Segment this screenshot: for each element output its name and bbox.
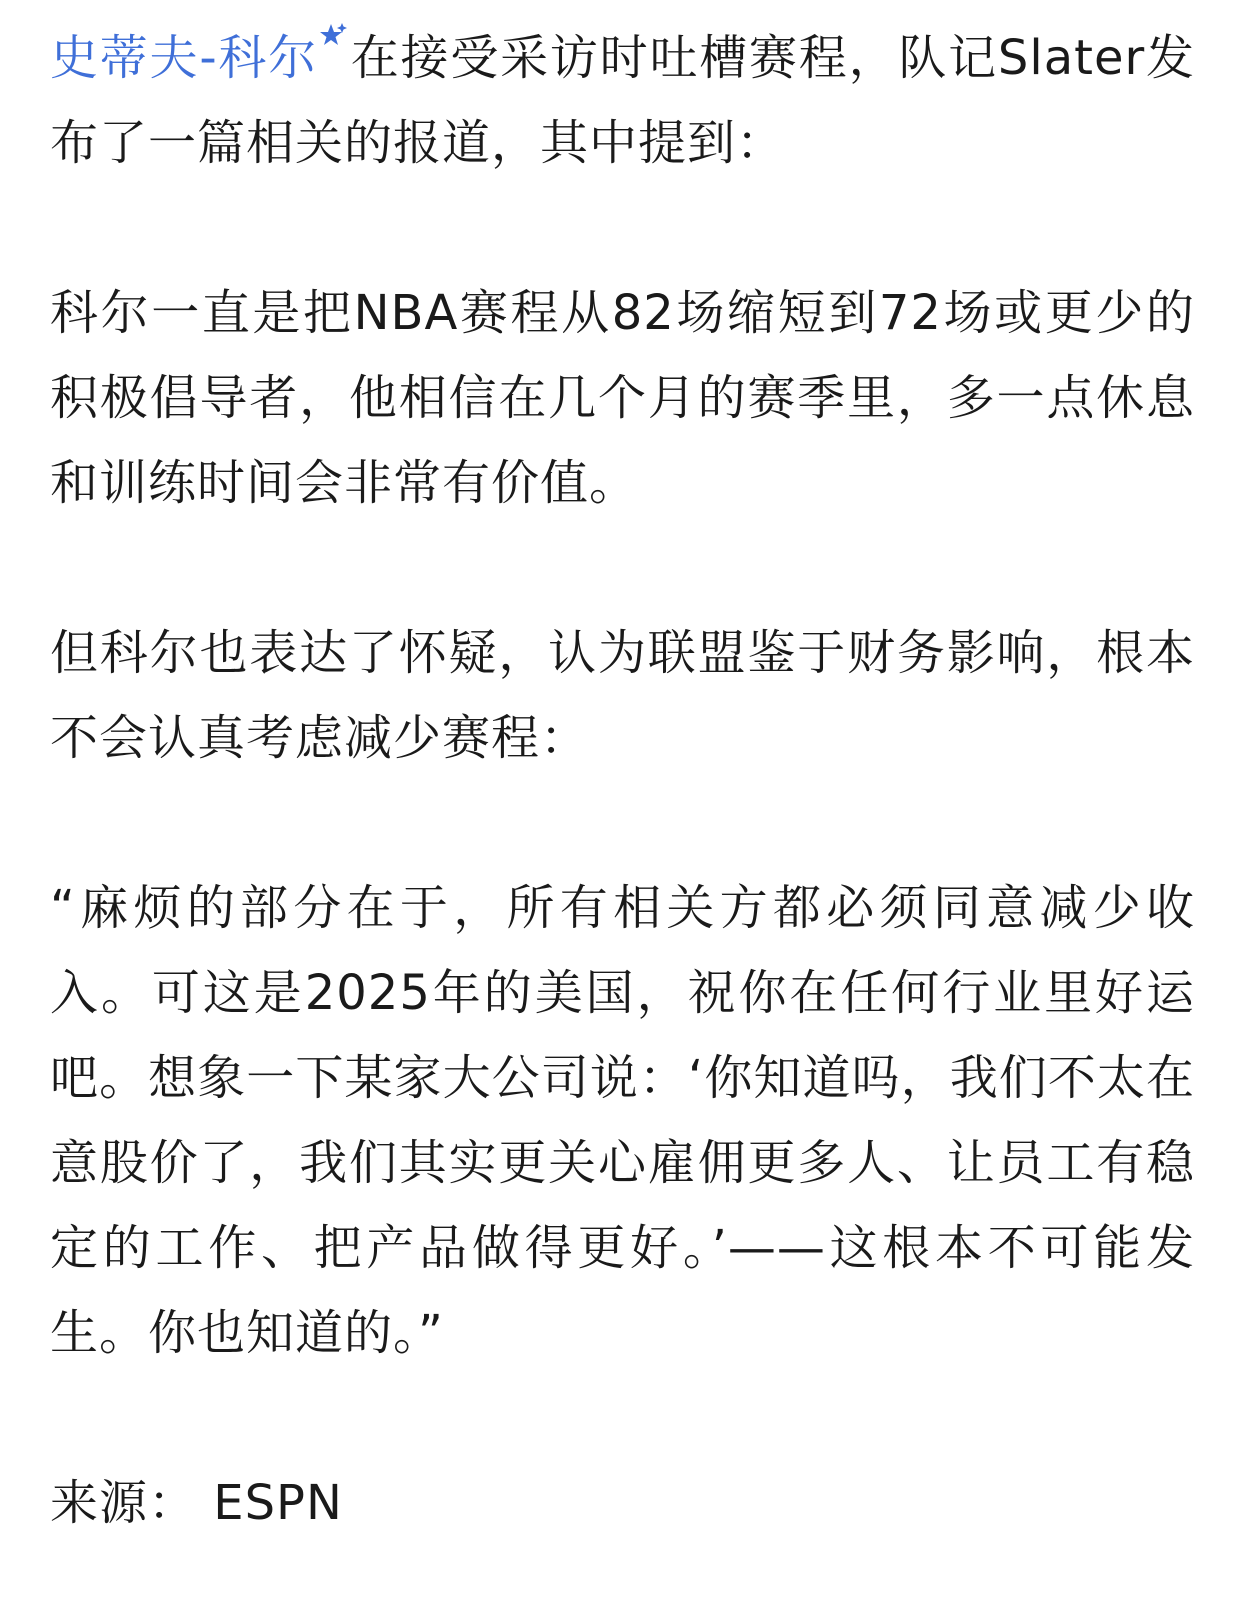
star-badge-icon <box>318 22 350 70</box>
intro-paragraph <box>50 16 1195 186</box>
user-mention-link[interactable] <box>50 30 350 86</box>
quote-paragraph: “麻烦的部分在于，所有相关方都必须同意减少收入。可这是2025年的美国，祝你在任何行业里好运吧。想象一下某家大公司说：‘你知道吗，我们不太在意股价了，我们其实更关心雇佣更多人、让员工有稳定的工作、把产品做得更好。’——这根本不可能发生。你也知道的。” <box>50 880 1195 1361</box>
source-line: 来源： ESPN <box>50 1475 343 1531</box>
post-body <box>50 16 1195 1546</box>
paragraph-schedule-advocacy: 科尔一直是把NBA赛程从82场缩短到72场或更少的积极倡导者，他相信在几个月的赛季里，多一点休息和训练时间会非常有价值。 <box>50 285 1195 511</box>
paragraph-doubt: 但科尔也表达了怀疑，认为联盟鉴于财务影响，根本不会认真考虑减少赛程： <box>50 625 1195 766</box>
intro-text: 在接受采访时吐槽赛程，队记Slater发布了一篇相关的报道，其中提到： <box>50 30 1195 171</box>
mention-name: 史蒂夫-科尔 <box>50 30 318 86</box>
